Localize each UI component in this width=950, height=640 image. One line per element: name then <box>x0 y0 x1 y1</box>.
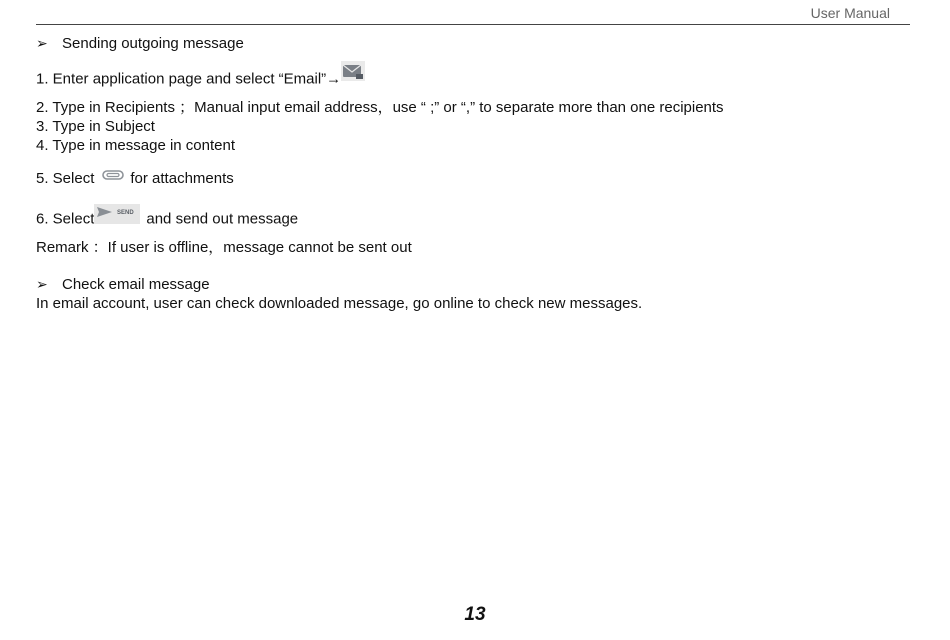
paperclip-icon <box>102 166 124 185</box>
page-number: 13 <box>464 604 486 625</box>
step-3: 3. Type in Subject <box>36 118 155 135</box>
send-icon-label: SEND <box>117 209 135 216</box>
heading-text: Sending outgoing message <box>62 35 244 52</box>
step-5 <box>36 169 916 189</box>
check-email-body: In email account, user can check downloaded message, go online to check new messages. <box>36 294 643 312</box>
right-arrow-icon: → <box>326 70 342 88</box>
step-5-text-before: 5. Select <box>36 170 95 187</box>
heading-text: Check email message <box>62 275 210 293</box>
step-1 <box>36 67 916 92</box>
step-2: 2. Type in Recipients ；Manual input email address，use “ ;” or “,” to separate more than one recipients <box>36 99 724 116</box>
bullet-arrow-icon: ➢ <box>36 35 48 51</box>
section-heading-sending <box>36 34 916 53</box>
step-6-text-after: and send out message <box>146 210 299 227</box>
header-title: User Manual <box>810 5 890 21</box>
manual-content <box>36 34 916 313</box>
step-5-text-after: for attachments <box>130 170 234 187</box>
step-1-text: 1. Enter application page and select “Email” <box>36 70 327 88</box>
remark: Remark ：If user is offline，message cannot be sent out <box>36 238 412 256</box>
step-6 <box>36 207 916 232</box>
send-button-icon <box>94 204 140 229</box>
section-heading-check <box>36 275 916 294</box>
header-divider <box>36 24 910 25</box>
step-6-text-before: 6. Select <box>36 210 95 227</box>
step-4: 4. Type in message in content <box>36 137 236 154</box>
email-app-icon <box>341 61 365 86</box>
bullet-arrow-icon: ➢ <box>36 275 48 292</box>
